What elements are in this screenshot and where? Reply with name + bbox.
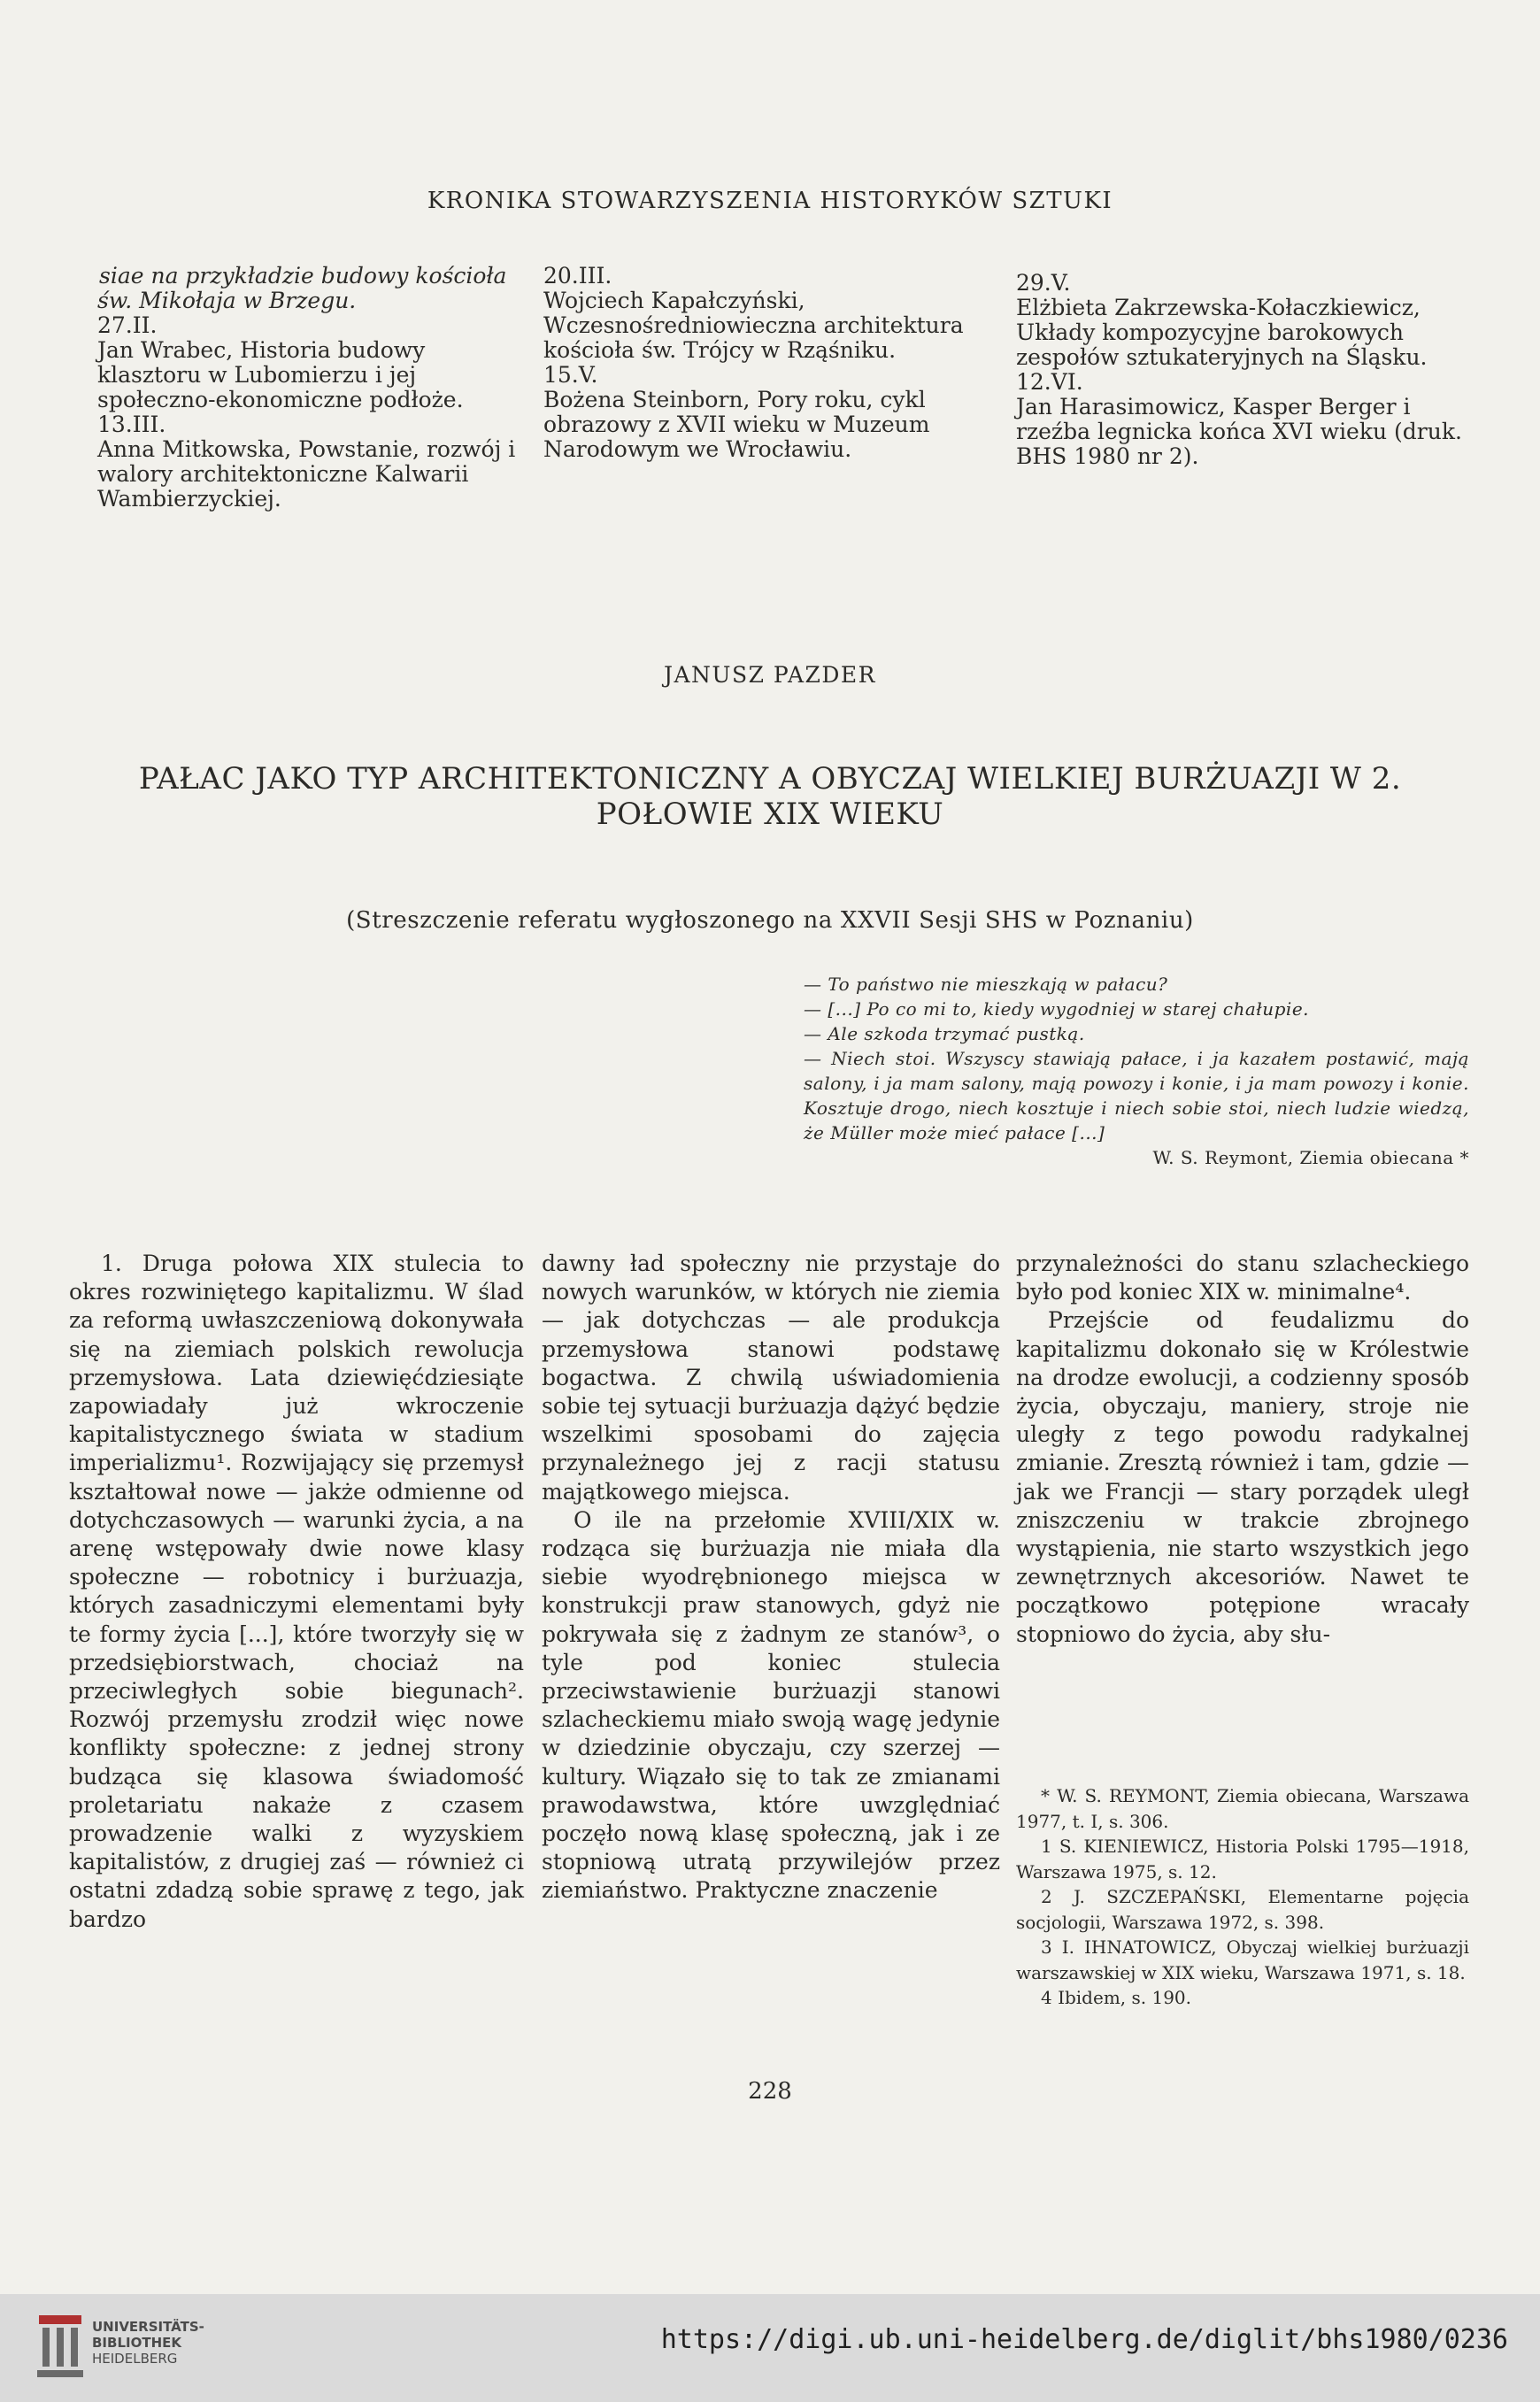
body-paragraph: dawny ład społeczny nie przystaje do nowych warunków, w których nie ziemia — jak dotychczas — ale produkcja przemysłowa stanowi podstawę bogactwa. Z chwilą uświadomienia sobie tej sytuacji burżuazja dążyć będzie wszelkimi sposobami do zajęcia przynależnego jej z racji statusu majątkowego miejsca. <box>542 1251 1000 1505</box>
lecture-entry-text: Elżbieta Zakrzewska-Kołaczkiewicz, Układy kompozycyjne barokowych zespołów sztukateryjnych na Śląsku. <box>1016 295 1428 370</box>
page-number: 228 <box>748 2078 792 2105</box>
lecture-entry-text: Jan Wrabec, Historia budowy klasztoru w Lubomierzu i jej społeczno-ekonomiczne podłoże. <box>97 337 464 412</box>
footnotes <box>1016 1783 1469 2011</box>
epigraph <box>804 972 1469 1170</box>
article-subtitle: (Streszczenie referatu wygłoszonego na XXVII Sesji SHS w Poznaniu) <box>346 907 1194 934</box>
lecture-date: 13.III. <box>97 412 166 437</box>
lecture-date: 29.V. <box>1016 270 1071 296</box>
lecture-entry-text: Anna Mitkowska, Powstanie, rozwój i walory architektoniczne Kalwarii Wambierzyckiej. <box>97 436 516 512</box>
footnote: 2 J. SZCZEPAŃSKI, Elementarne pojęcia socjologii, Warszawa 1972, s. 398. <box>1016 1886 1469 1933</box>
epigraph-line: — To państwo nie mieszkają w pałacu? <box>804 974 1168 995</box>
body-paragraph: przynależności do stanu szlacheckiego było pod koniec XIX w. minimalne⁴. <box>1016 1251 1469 1305</box>
library-name-line: UNIVERSITÄTS- <box>92 2319 204 2335</box>
epigraph-line: — Niech stoi. Wszyscy stawiają pałace, i ja kazałem postawić, mają salony, i ja mam salony, mają powozy i konie, i ja mam powozy i konie. Kosztuje drogo, niech kosztuje i niech sobie stoi, niech ludzie wiedzą, że Müller może mieć pałace [...] <box>804 1048 1469 1143</box>
footnote: 1 S. KIENIEWICZ, Historia Polski 1795—1918, Warszawa 1975, s. 12. <box>1016 1836 1469 1882</box>
article-author: JANUSZ PAZDER <box>663 662 877 688</box>
document-url-link[interactable]: https://digi.ub.uni-heidelberg.de/diglit/bhs1980/0236 <box>660 2324 1508 2355</box>
university-library-logo-icon <box>35 2310 85 2388</box>
library-name-line: BIBLIOTHEK <box>92 2335 181 2351</box>
lecture-date: 20.III. <box>543 263 612 289</box>
lecture-date: 27.II. <box>97 312 158 338</box>
library-name-line: HEIDELBERG <box>92 2351 178 2367</box>
epigraph-line: — [...] Po co mi to, kiedy wygodniej w starej chałupie. <box>804 998 1310 1020</box>
lecture-date: 12.VI. <box>1016 369 1083 395</box>
lecture-entry-text: Bożena Steinborn, Pory roku, cykl obrazowy z XVII wieku w Muzeum Narodowym we Wrocławiu. <box>543 387 930 462</box>
lecture-column-1 <box>97 264 522 512</box>
footnote: 4 Ibidem, s. 190. <box>1041 1987 1192 2008</box>
article-title: PAŁAC JAKO TYP ARCHITEKTONICZNY A OBYCZAJ WIELKIEJ BURŻUAZJI W 2. POŁOWIE XIX WIEKU <box>138 761 1402 832</box>
footnote: 3 I. IHNATOWICZ, Obyczaj wielkiej burżuazji warszawskiej w XIX wieku, Warszawa 1971, s. 18. <box>1016 1936 1469 1983</box>
running-head: KRONIKA STOWARZYSZENIA HISTORYKÓW SZTUKI <box>427 188 1113 214</box>
body-paragraph: O ile na przełomie XVIII/XIX w. rodząca się burżuazja nie miała dla siebie wyodrębnionego miejsca w konstrukcji praw stanowych, gdyż nie pokrywała się z żadnym ze stanów³, o tyle pod koniec stulecia przeciwstawienie burżuazji stanowi szlacheckiemu miało swoją wagę jedynie w dziedzinie obyczaju, czy szerzej — kultury. Wiązało się to tak ze zmianami prawodawstwa, które uwzględniać poczęło nową klasę społeczną, jak i ze stopniową utratą przywilejów przez ziemiaństwo. Praktyczne znaczenie <box>542 1506 1000 1904</box>
viewer-footer <box>0 2294 1540 2402</box>
body-paragraph: Przejście od feudalizmu do kapitalizmu dokonało się w Królestwie na drodze ewolucji, a codzienny sposób życia, obyczaju, maniery, stroje nie uległy z tego powodu radykalnej zmianie. Zresztą również i tam, gdzie — jak we Francji — stary porządek uległ zniszczeniu w trakcie zbrojnego wystąpienia, nie starto wszystkich jego zewnętrznych akcesoriów. Nawet te początkowo potępione wracały stopniowo do życia, aby słu- <box>1016 1307 1469 1647</box>
lecture-entry-text: Wojciech Kapałczyński, Wczesnośredniowieczna architektura kościoła św. Trójcy w Rząśniku. <box>543 288 964 363</box>
body-column-3 <box>1016 1250 1469 1649</box>
body-column-1 <box>69 1250 524 1934</box>
lecture-entry-text: siae na przykładzie budowy kościoła św. Mikołaja w Brzegu. <box>97 263 507 313</box>
lecture-column-3 <box>1016 271 1469 469</box>
epigraph-attribution: W. S. Reymont, Ziemia obiecana * <box>1152 1147 1469 1168</box>
lecture-entry-text: Jan Harasimowicz, Kasper Berger i rzeźba legnicka końca XVI wieku (druk. BHS 1980 nr 2). <box>1016 394 1462 469</box>
lecture-date: 15.V. <box>543 362 598 388</box>
epigraph-line: — Ale szkoda trzymać pustką. <box>804 1023 1085 1044</box>
body-paragraph: 1. Druga połowa XIX stulecia to okres rozwiniętego kapitalizmu. W ślad za reformą uwłaszczeniową dokonywała się na ziemiach polskich rewolucja przemysłowa. Lata dziewięćdziesiąte zapowiadały już wkroczenie kapitalistycznego świata w stadium imperializmu¹. Rozwijający się przemysł kształtował nowe — jakże odmienne od dotychczasowych — warunki życia, a na arenę wstępowały dwie nowe klasy społeczne — robotnicy i burżuazja, których zasadniczymi elementami były te formy życia [...], które tworzyły się w przedsiębiorstwach, chociaż na przeciwległych sobie biegunach². Rozwój przemysłu zrodził więc nowe konflikty społeczne: z jednej strony budząca się klasowa świadomość proletariatu nakaże z czasem prowadzenie walki z wyzyskiem kapitalistów, z drugiej zaś — również ci ostatni zdadzą sobie sprawę z tego, jak bardzo <box>69 1251 524 1932</box>
library-name[interactable] <box>92 2319 204 2367</box>
body-column-2 <box>542 1250 1000 1905</box>
lecture-column-2 <box>543 264 995 462</box>
footnote: * W. S. REYMONT, Ziemia obiecana, Warszawa 1977, t. I, s. 306. <box>1016 1785 1469 1832</box>
